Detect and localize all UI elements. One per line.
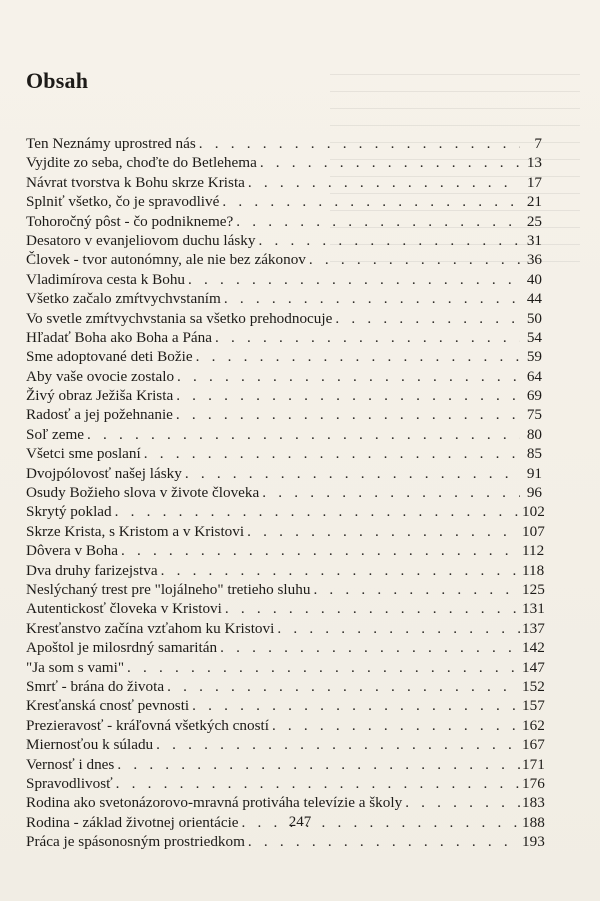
toc-entry-title: Vyjdite zo seba, choďte do Betlehema: [26, 154, 257, 172]
dot-leader: [176, 405, 520, 424]
toc-entry: [26, 696, 545, 715]
dot-leader: [192, 696, 520, 715]
dot-leader: [215, 328, 520, 347]
toc-entry: [26, 270, 542, 289]
toc-entry-page: 85: [526, 445, 542, 463]
dot-leader: [260, 153, 520, 172]
toc-entry-title: Desatoro v evanjeliovom duchu lásky: [26, 231, 256, 249]
toc-entry: [26, 638, 545, 657]
toc-entry: [26, 425, 542, 444]
toc-entry-title: Kresťanská cnosť pevnosti: [26, 697, 190, 715]
toc-entry-title: Živý obraz Ježiša Krista: [26, 387, 174, 405]
toc-entry: [26, 134, 542, 153]
dot-leader: [167, 677, 520, 696]
toc-entry-page: 183: [522, 794, 545, 812]
dot-leader: [144, 444, 520, 463]
toc-entry: [26, 367, 542, 386]
dot-leader: [248, 832, 520, 851]
toc-entry: [26, 405, 542, 424]
toc-entry-title: Vo svetle zmŕtvychvstania sa všetko prehodnocuje: [26, 309, 333, 327]
dot-leader: [199, 134, 520, 153]
toc-entry-page: 44: [526, 290, 542, 308]
toc-entry: [26, 755, 545, 774]
toc-entry: [26, 502, 545, 521]
dot-leader: [185, 464, 520, 483]
toc-entry-title: Práca je spásonosným prostriedkom: [26, 833, 245, 851]
toc-entry-title: Skrytý poklad: [26, 503, 112, 521]
toc-entry: [26, 793, 545, 812]
toc-entry-page: 118: [522, 561, 545, 579]
dot-leader: [272, 716, 520, 735]
dot-leader: [188, 270, 520, 289]
dot-leader: [225, 599, 520, 618]
toc-entry: [26, 231, 542, 250]
toc-entry-page: 102: [522, 503, 545, 521]
toc-entry-title: Dvojpólovosť našej lásky: [26, 464, 182, 482]
dot-leader: [115, 502, 520, 521]
toc-entry-title: Kresťanstvo začína vzťahom ku Kristovi: [26, 619, 275, 637]
toc-entry: [26, 832, 545, 851]
toc-entry-title: Všetko začalo zmŕtvychvstaním: [26, 290, 221, 308]
toc-entry-title: Apoštol je milosrdný samaritán: [26, 639, 218, 657]
dot-leader: [127, 658, 520, 677]
toc-entry: [26, 658, 545, 677]
toc-entry: [26, 153, 542, 172]
toc-entry: [26, 250, 542, 269]
dot-leader: [262, 483, 520, 502]
toc-entry-page: 80: [526, 425, 542, 443]
toc-entry-page: 157: [522, 697, 545, 715]
toc-entry-page: 125: [522, 580, 545, 598]
dot-leader: [177, 367, 520, 386]
toc-entry-title: Rodina - základ životnej orientácie: [26, 813, 239, 831]
toc-entry-title: Miernosťou k súladu: [26, 736, 154, 754]
toc-entry: [26, 386, 542, 405]
toc-entry-page: 36: [526, 251, 542, 269]
toc-entry-page: 147: [522, 658, 545, 676]
dot-leader: [247, 522, 520, 541]
toc-entry-page: 96: [526, 484, 542, 502]
dot-leader: [248, 173, 520, 192]
toc-entry-page: 176: [522, 774, 545, 792]
toc-entry-title: Hľadať Boha ako Boha a Pána: [26, 328, 212, 346]
toc-entry-title: Ten Neznámy uprostred nás: [26, 135, 196, 152]
toc-entry-page: 13: [526, 154, 542, 172]
toc-entry-page: 7: [534, 135, 542, 152]
toc-entry: [26, 173, 542, 192]
toc-entry-title: Skrze Krista, s Kristom a v Kristovi: [26, 522, 245, 540]
toc-entry-title: Prezieravosť - kráľovná všetkých cností: [26, 716, 269, 734]
dot-leader: [236, 212, 520, 231]
toc-entry-title: Človek - tvor autonómny, ale nie bez zákonov: [26, 251, 306, 269]
dot-leader: [258, 231, 520, 250]
toc-entry-page: 107: [522, 522, 545, 540]
toc-entry-title: Dva druhy farizejstva: [26, 561, 158, 579]
dot-leader: [224, 289, 520, 308]
dot-leader: [277, 619, 520, 638]
toc-entry-page: 142: [522, 639, 545, 657]
toc-heading: Obsah: [26, 68, 89, 93]
toc-entry-page: 50: [526, 309, 542, 327]
toc-entry-page: 193: [522, 833, 545, 851]
dot-leader: [117, 755, 520, 774]
toc-entry-page: 91: [526, 464, 542, 482]
toc-entry-page: 69: [526, 387, 542, 405]
toc-entry-page: 64: [526, 367, 542, 385]
toc-entry-page: 162: [522, 716, 545, 734]
toc-entry: [26, 347, 542, 366]
toc-entry-title: Tohoročný pôst - čo podnikneme?: [26, 212, 234, 230]
toc-entry: [26, 599, 545, 618]
toc-entry-title: Vernosť i dnes: [26, 755, 115, 773]
dot-leader: [121, 541, 520, 560]
toc-entry-title: "Ja som s vami": [26, 658, 125, 676]
toc-entry-page: 54: [526, 328, 542, 346]
toc-entry: [26, 522, 545, 541]
toc-entry: [26, 716, 545, 735]
toc-entry-title: Vladimírova cesta k Bohu: [26, 270, 186, 288]
toc-entry: [26, 580, 545, 599]
toc-entry-title: Dôvera v Boha: [26, 542, 118, 560]
dot-leader: [335, 309, 520, 328]
toc-entry: [26, 483, 542, 502]
toc-entry: [26, 774, 545, 793]
toc-entry-title: Radosť a jej požehnanie: [26, 406, 173, 424]
toc-entry-page: 17: [526, 173, 542, 191]
toc-entry-title: Všetci sme poslaní: [26, 445, 141, 463]
toc-entry-title: Spravodlivosť: [26, 774, 113, 792]
toc-entry: [26, 444, 542, 463]
page-number: 247: [288, 814, 312, 830]
dot-leader: [196, 347, 520, 366]
toc-entry-title: Neslýchaný trest pre "lojálneho" tretieho sluhu: [26, 580, 311, 598]
toc-entry: [26, 561, 545, 580]
dot-leader: [309, 250, 520, 269]
toc-entry: [26, 309, 542, 328]
toc-entry-title: Aby vaše ovocie zostalo: [26, 367, 175, 385]
toc-entry-page: 21: [526, 193, 542, 211]
toc-entry-title: Splniť všetko, čo je spravodlivé: [26, 193, 220, 211]
dot-leader: [176, 386, 520, 405]
toc-entry: [26, 289, 542, 308]
dot-leader: [313, 580, 520, 599]
toc-entry-page: 188: [522, 813, 545, 831]
toc-entry-page: 167: [522, 736, 545, 754]
dot-leader: [87, 425, 520, 444]
toc-entry-title: Autentickosť človeka v Kristovi: [26, 600, 222, 618]
table-of-contents: [26, 134, 545, 851]
toc-entry-page: 152: [522, 677, 545, 695]
toc-entry: [26, 192, 542, 211]
toc-entry-title: Sme adoptované deti Božie: [26, 348, 193, 366]
toc-entry: [26, 541, 545, 560]
toc-entry-title: Smrť - brána do života: [26, 677, 165, 695]
toc-entry-page: 40: [526, 270, 542, 288]
toc-entry-page: 75: [526, 406, 542, 424]
dot-leader: [405, 793, 520, 812]
dot-leader: [222, 192, 520, 211]
toc-entry: [26, 677, 545, 696]
toc-entry-page: 131: [522, 600, 545, 618]
toc-entry: [26, 328, 542, 347]
toc-entry-title: Osudy Božieho slova v živote človeka: [26, 484, 260, 502]
toc-entry: [26, 619, 545, 638]
toc-entry-page: 112: [522, 542, 545, 560]
toc-entry-page: 25: [526, 212, 542, 230]
toc-entry-page: 31: [526, 231, 542, 249]
toc-entry-title: Rodina ako svetonázorovo-mravná protiváha televízie a školy: [26, 794, 403, 812]
toc-entry: [26, 464, 542, 483]
dot-leader: [116, 774, 520, 793]
toc-entry: [26, 735, 545, 754]
dot-leader: [156, 735, 520, 754]
toc-entry-page: 137: [522, 619, 545, 637]
toc-entry-page: 171: [522, 755, 545, 773]
toc-entry-title: Návrat tvorstva k Bohu skrze Krista: [26, 173, 245, 191]
toc-entry-title: Soľ zeme: [26, 425, 85, 443]
dot-leader: [220, 638, 520, 657]
dot-leader: [161, 561, 520, 580]
toc-entry: [26, 212, 542, 231]
toc-entry-page: 59: [526, 348, 542, 366]
